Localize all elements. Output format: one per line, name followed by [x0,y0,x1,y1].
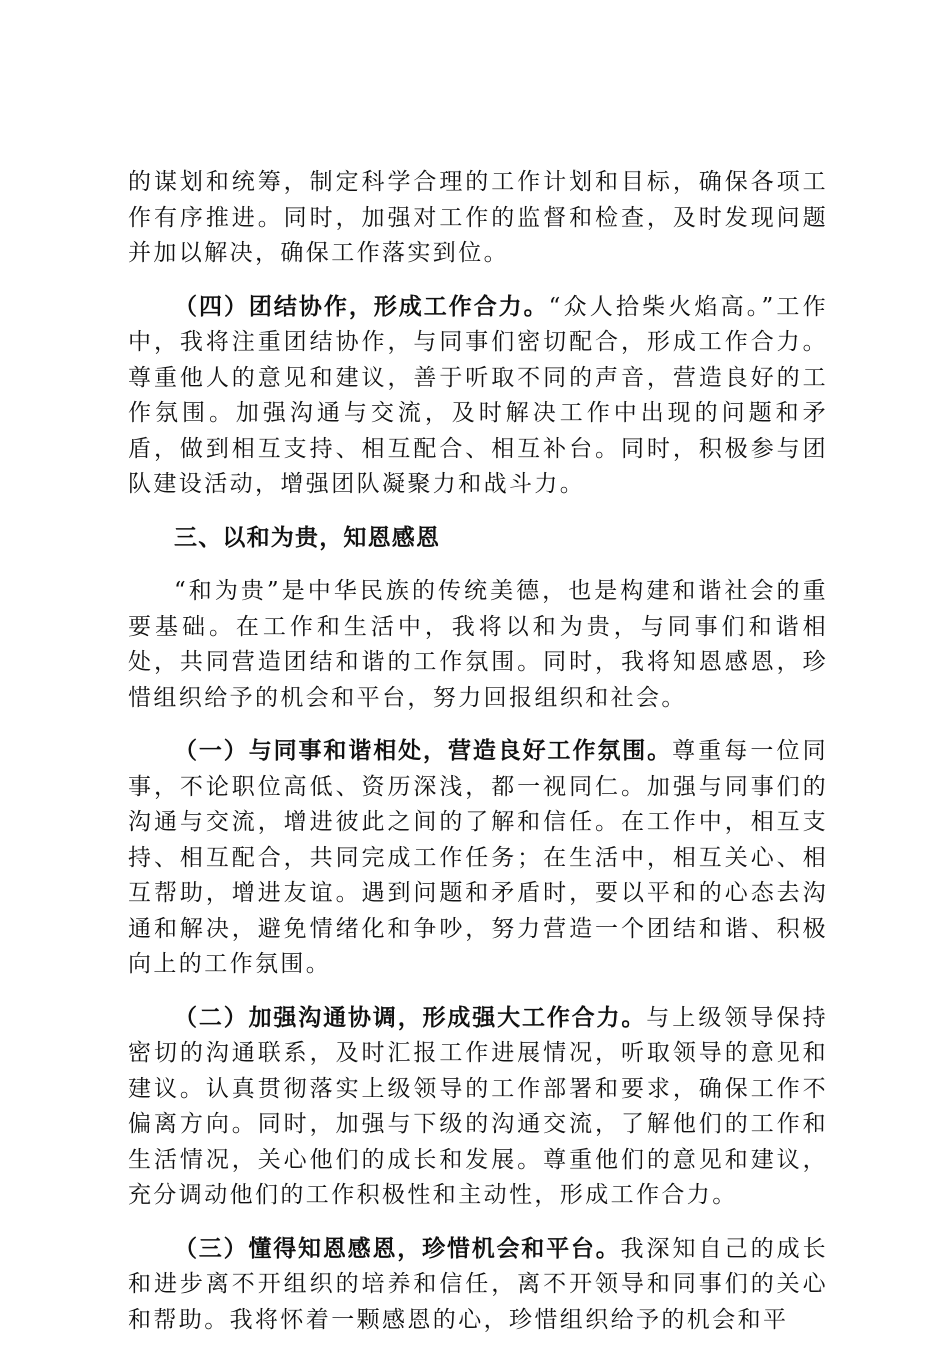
paragraph-text: 我深知自己的成长和进步离不开组织的培养和信任，离不开领导和同事们的关心和帮助。我将怀着一颗感恩的心，珍惜组织给予的机会和平 [128,1235,828,1333]
paragraph-continuation [128,165,828,272]
paragraph-lead: （三）懂得知恩感恩，珍惜机会和平台。 [174,1235,621,1262]
paragraph-colleagues [128,734,828,983]
paragraph-gratitude [128,1232,828,1339]
paragraph-text: 尊重每一位同事，不论职位高低、资历深浅，都一视同仁。加强与同事们的沟通与交流，增进彼此之间的了解和信任。在工作中，相互支持、相互配合，共同完成工作任务；在生活中，相互关心、相互帮助，增进友谊。遇到问题和矛盾时，要以平和的心态去沟通和解决，避免情绪化和争吵，努力营造一个团结和谐、积极向上的工作氛围。 [128,738,828,977]
document-page [128,165,828,1356]
paragraph-teamwork [128,290,828,503]
paragraph-text: 的谋划和统筹，制定科学合理的工作计划和目标，确保各项工作有序推进。同时，加强对工作的监督和检查，及时发现问题并加以解决，确保工作落实到位。 [128,169,828,266]
paragraph-text: 与上级领导保持密切的沟通联系，及时汇报工作进展情况，听取领导的意见和建议。认真贯彻落实上级领导的工作部署和要求，确保工作不偏离方向。同时，加强与下级的沟通交流，了解他们的工作和生活情况，关心他们的成长和发展。尊重他们的意见和建议，充分调动他们的工作积极性和主动性，形成工作合力。 [128,1004,828,1208]
paragraph-lead: （四）团结协作，形成工作合力。 [174,293,549,320]
paragraph-communication [128,1001,828,1214]
paragraph-text: “众人拾柴火焰高。”工作中，我将注重团结协作，与同事们密切配合，形成工作合力。尊重他人的意见和建议，善于听取不同的声音，营造良好的工作氛围。加强沟通与交流，及时解决工作中出现的问题和矛盾，做到相互支持、相互配合、相互补台。同时，积极参与团队建设活动，增强团队凝聚力和战斗力。 [128,293,828,497]
paragraph-lead: （一）与同事和谐相处，营造良好工作氛围。 [174,738,673,764]
paragraph-harmony-intro [128,574,828,716]
paragraph-text: “和为贵”是中华民族的传统美德，也是构建和谐社会的重要基础。在工作和生活中，我将以和为贵，与同事们和谐相处，共同营造团结和谐的工作氛围。同时，我将知恩感恩，珍惜组织给予的机会和平台，努力回报组织和社会。 [128,578,828,711]
section-heading: 三、以和为贵，知恩感恩 [174,524,441,551]
paragraph-lead: （二）加强沟通协调，形成强大工作合力。 [174,1004,647,1031]
